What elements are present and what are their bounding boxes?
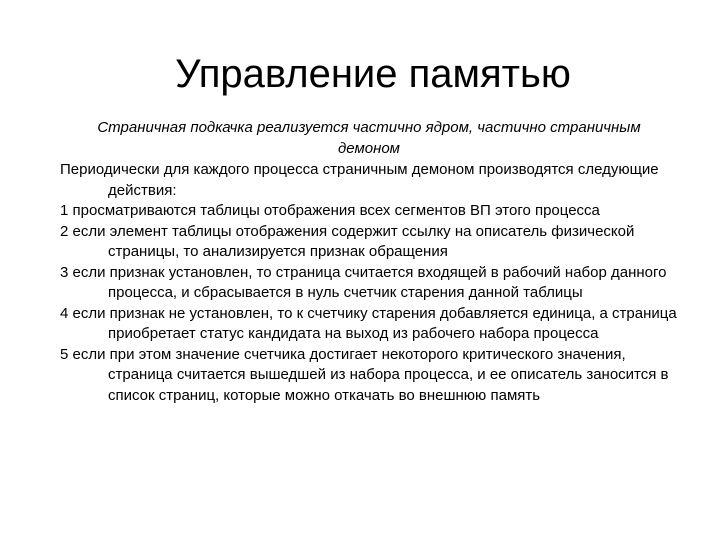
paragraph-step-2: 2 если элемент таблицы отображения содержит ссылку на описатель физической страницы, то анализируется признак обращения <box>60 222 635 260</box>
slide-title: Управление памятью <box>175 52 571 96</box>
paragraph-step-3: 3 если признак установлен, то страница считается входящей в рабочий набор данного процесса, и сбрасывается в нуль счетчик старения данной таблицы <box>60 263 667 301</box>
slide-body <box>60 160 690 406</box>
paragraph-intro: Периодически для каждого процесса страничным демоном производятся следующие действия: <box>60 161 659 199</box>
paragraph-step-1: 1 просматриваются таблицы отображения всех сегментов ВП этого процесса <box>60 202 600 219</box>
slide-subtitle: Страничная подкачка реализуется частично ядром, частично страничным демоном <box>97 119 641 157</box>
paragraph-step-5: 5 если при этом значение счетчика достигает некоторого критического значения, страница считается вышедшей из набора процесса, и ее описатель заносится в список страниц, которые можно откачать во внешнюю память <box>60 345 669 404</box>
paragraph-step-4: 4 если признак не установлен, то к счетчику старения добавляется единица, а страница приобретает статус кандидата на выход из рабочего набора процесса <box>60 304 677 342</box>
